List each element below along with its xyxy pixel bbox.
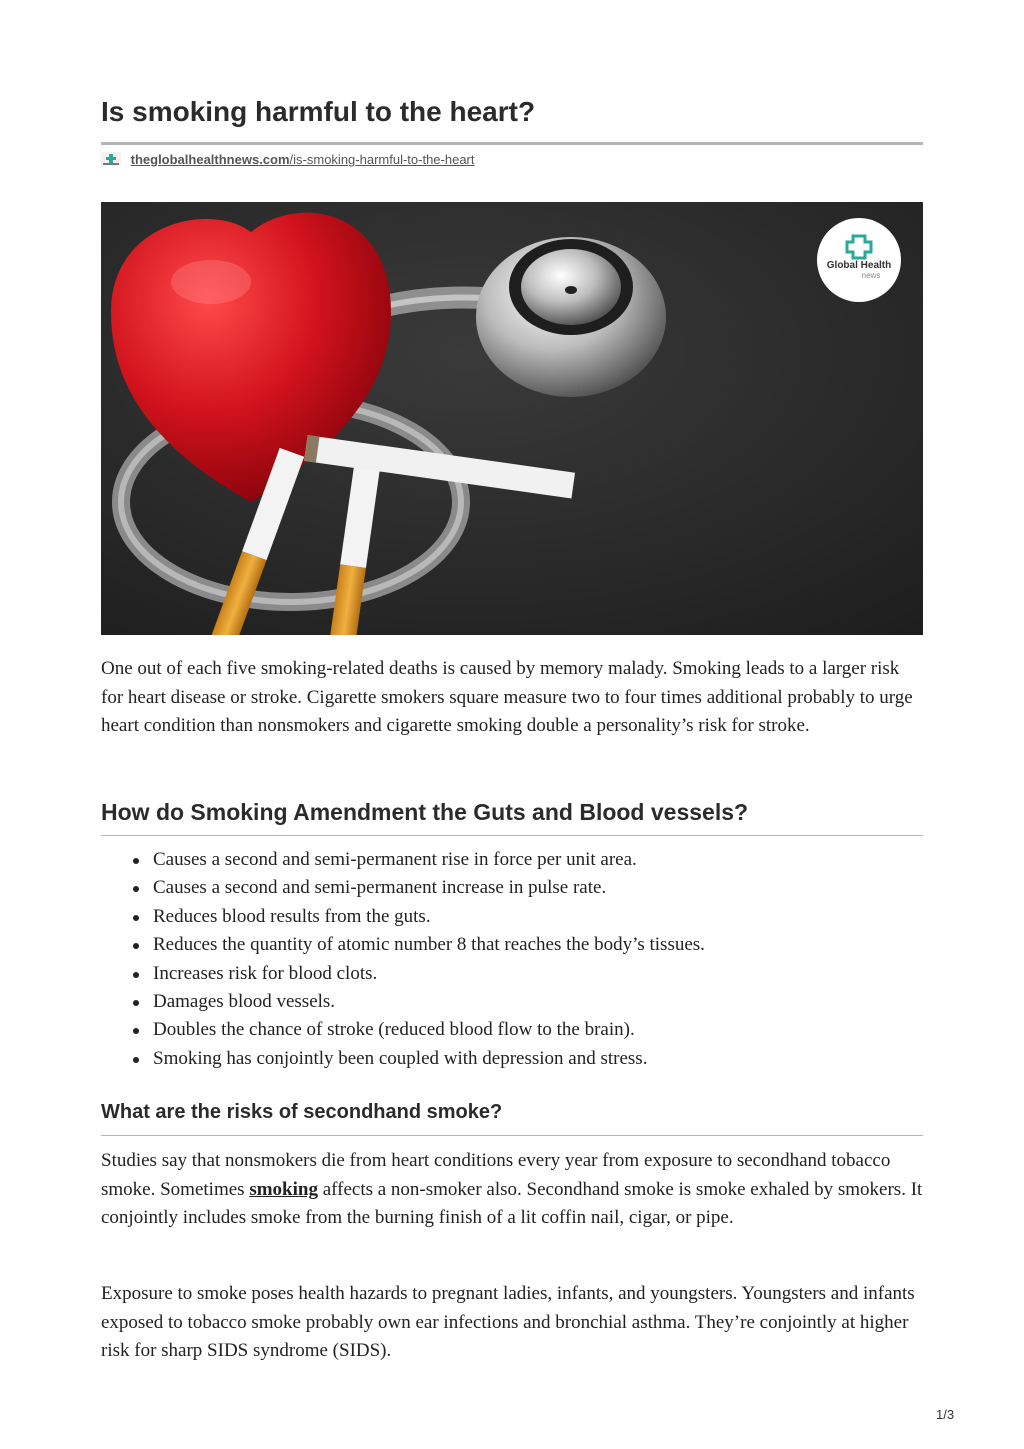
list-item: Reduces the quantity of atomic number 8 that reaches the body’s tissues. xyxy=(153,931,923,959)
logo-subtext: news xyxy=(861,271,881,280)
source-path: /is-smoking-harmful-to-the-heart xyxy=(289,152,475,167)
paragraph-exposure: Exposure to smoke poses health hazards to pregnant ladies, infants, and youngsters. Youngsters and infants exposed to tobacco smoke probably own ear infections and bronchial asthma. They’re conjointly at higher risk for sharp SIDS syndrome (SIDS). xyxy=(101,1283,915,1361)
section-divider xyxy=(101,835,923,836)
list-item: Causes a second and semi-permanent increase in pulse rate. xyxy=(153,874,923,902)
logo-text: Global Health xyxy=(826,260,892,271)
effects-list xyxy=(101,846,923,1073)
source-domain: theglobalhealthnews.com xyxy=(130,152,290,167)
paragraph-text: affects a non-smoker also. Secondhand smoke is smoke exhaled by smokers. It conjointly includes smoke from the burning finish of a lit coffin nail, cigar, or pipe. xyxy=(101,1178,923,1228)
site-favicon-icon xyxy=(101,152,121,166)
paragraph-text: Studies say that nonsmokers die from heart conditions every year from exposure to secondhand tobacco smoke. Sometimes xyxy=(101,1150,891,1200)
section-divider xyxy=(101,1135,923,1136)
paragraph-secondhand xyxy=(101,1147,923,1233)
section-heading-effects: How do Smoking Amendment the Guts and Blood vessels? xyxy=(101,799,749,825)
list-item: Increases risk for blood clots. xyxy=(153,960,923,988)
section-heading-secondhand: What are the risks of secondhand smoke? xyxy=(101,1101,503,1123)
list-item: Smoking has conjointly been coupled with depression and stress. xyxy=(153,1045,923,1073)
hero-image xyxy=(101,202,923,635)
paragraph-intro: One out of each five smoking-related deaths is caused by memory malady. Smoking leads to a larger risk for heart disease or stroke. Cigarette smokers square measure two to four times additional probably to urge heart condition than nonsmokers and cigarette smoking double a personality’s risk for stroke. xyxy=(101,658,913,736)
source-line xyxy=(101,152,475,167)
list-item: Causes a second and semi-permanent rise in force per unit area. xyxy=(153,846,923,874)
article-title: Is smoking harmful to the heart? xyxy=(101,96,536,127)
title-divider xyxy=(101,142,923,145)
list-item: Reduces blood results from the guts. xyxy=(153,903,923,931)
list-item: Doubles the chance of stroke (reduced blood flow to the brain). xyxy=(153,1016,923,1044)
smoking-link[interactable]: smoking xyxy=(249,1178,318,1200)
list-item: Damages blood vessels. xyxy=(153,988,923,1016)
global-health-logo xyxy=(817,218,901,302)
page-number: 1/3 xyxy=(936,1407,955,1422)
source-link[interactable] xyxy=(131,152,475,167)
